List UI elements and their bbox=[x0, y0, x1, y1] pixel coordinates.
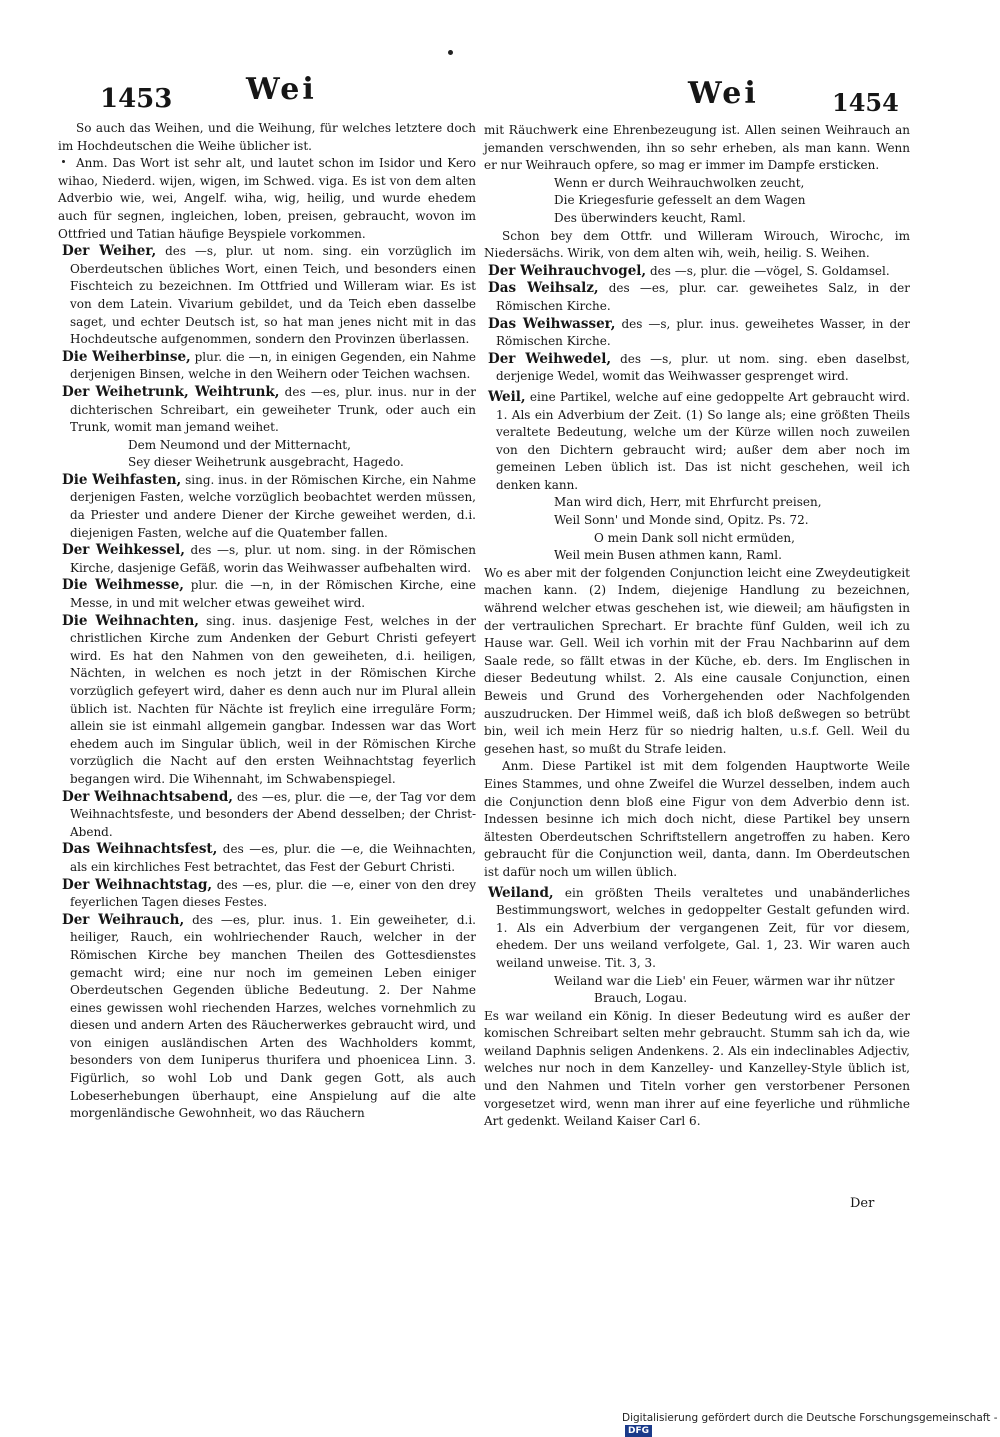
entry-headword: Der Weihnachtstag, bbox=[62, 876, 213, 893]
right_column-paragraph bbox=[484, 973, 910, 991]
right_column-paragraph bbox=[484, 530, 910, 548]
dfg-logo: DFG bbox=[625, 1425, 652, 1437]
right_column-paragraph bbox=[484, 758, 910, 881]
right-column bbox=[484, 122, 910, 1131]
right_column-paragraph bbox=[484, 494, 910, 512]
right_column-paragraph bbox=[484, 351, 910, 386]
entry-headword: Die Weihmesse, bbox=[62, 577, 184, 594]
entry-text: Des überwinders keucht, Raml. bbox=[554, 210, 746, 225]
left_column-paragraph bbox=[58, 349, 476, 384]
entry-text: Weil mein Busen athmen kann, Raml. bbox=[554, 548, 782, 563]
left_column-paragraph bbox=[58, 542, 476, 577]
entry-text: Die Kriegesfurie gefesselt an dem Wagen bbox=[554, 193, 806, 208]
right_column-paragraph bbox=[484, 122, 910, 175]
left-column bbox=[58, 120, 476, 1123]
ink-speck bbox=[448, 50, 453, 55]
right_column-paragraph bbox=[484, 885, 910, 973]
left_column-paragraph bbox=[58, 613, 476, 789]
page-number-right: 1454 bbox=[832, 88, 899, 117]
entry-text: des —s, plur. inus. geweihetes Wasser, in der Römischen Kirche. bbox=[496, 316, 911, 349]
left_column-paragraph bbox=[58, 841, 476, 876]
entry-text: des —es, plur. inus. 1. Ein geweiheter, d.i. heiliger, Rauch, ein wohlriechender Rauch, welcher in der Römischen Kirche bey manchen Theilen des Gottesdienstes gemacht wird; eine nur noch im gemeinen Leben einiger Oberdeutschen Gegenden übliche Bedeutung. 2. Der Nahme eines gewissen wohl riechenden Harzes, welches vornehmlich zu diesen und andern Arten des Räucherwerkes gebraucht wird, und von einigen ausländischen Arten des Wachholders kommt, besonders von dem Iuniperus thurifera und phoenicea Linn. 3. Figürlich, so wohl Lob und Dank gegen Gott, als auch Lobeserhebungen überhaupt, eine Anspielung auf die alte morgenländische Gewohnheit, wo das Räuchern bbox=[70, 912, 476, 1121]
right_column-paragraph bbox=[484, 316, 910, 351]
right_column-paragraph bbox=[484, 175, 910, 193]
entry-text: des —s, plur. ut nom. sing. in der Römischen Kirche, dasjenige Gefäß, worin das Weihwasser aufbehalten wird. bbox=[70, 543, 476, 575]
left_column-paragraph bbox=[58, 384, 476, 437]
left_column-paragraph bbox=[58, 577, 476, 612]
right_column-paragraph bbox=[484, 565, 910, 759]
left_column-paragraph bbox=[58, 155, 476, 243]
entry-headword: Der Weihrauch, bbox=[62, 911, 185, 928]
entry-text: sing. inus. dasjenige Fest, welches in der christlichen Kirche zum Andenken der Geburt Christi gefeyert wird. Es hat den Nahmen von den geweiheten, d.i. heiligen, Nächten, in welchen es noch jetzt in der Römischen Kirche vorzüglich gefeyert wird, daher es denn auch nur im Plural allein üblich ist. Nachten für Nächte ist freylich eine irreguläre Form; allein sie ist einmahl allgemein gangbar. Indessen war das Wort ehedem auch im Singular üblich, weil in der Römischen Kirche vorzüglich die Nacht auf den ersten Weihnachtstag feyerlich begangen wird. Die Wihennaht, im Schwabenspiegel. bbox=[70, 613, 477, 786]
entry-headword: Der Weihwedel, bbox=[488, 350, 612, 367]
entry-text: des —s, plur. ut nom. sing. ein vorzüglich im Oberdeutschen übliches Wort, einen Teich, und besonders einen Fischteich zu bezeichnen. Im Ottfried und Willeram wiar. Es ist von dem Latein. Vivarium gebildet, und da Teich eben dasselbe saget, und echter Deutsch ist, so hat man jenes nicht mit in das Hochdeutsche aufgenommen, sondern den Provinzen überlassen. bbox=[70, 244, 477, 347]
entry-headword: Der Weihnachtsabend, bbox=[62, 788, 234, 805]
right_column-paragraph bbox=[484, 263, 910, 281]
right_column-paragraph bbox=[484, 389, 910, 495]
entry-text: plur. die —n, in der Römischen Kirche, eine Messe, in und mit welcher etwas geweihet wird. bbox=[70, 578, 476, 611]
entry-text: des —es, plur. car. geweihetes Salz, in der Römischen Kirche. bbox=[496, 281, 910, 313]
entry-headword: Das Weihwasser, bbox=[488, 315, 616, 332]
left_column-paragraph bbox=[58, 912, 476, 1123]
entry-headword: Der Weihrauchvogel, bbox=[488, 262, 647, 279]
entry-headword: Weiland, bbox=[488, 884, 554, 901]
entry-text: sing. inus. in der Römischen Kirche, ein Nahme derjenigen Fasten, welche vorzüglich beobachtet werden müssen, da Priester und andere Diener der Kirche geweihet werden, d.i. diejenigen Fasten, welche auf die Quatember fallen. bbox=[70, 472, 476, 540]
entry-text: eine Partikel, welche auf eine gedoppelte Art gebraucht wird. 1. Als ein Adverbium der Zeit. (1) So lange als; eine größten Theils veraltete Bedeutung, welche um der Kürze willen noch zuweilen von den Dichtern gebraucht wird; außer dem aber noch im gemeinen Leben üblich ist. Das ist nicht geschehen, weil ich denken kann. bbox=[496, 389, 910, 492]
right_column-paragraph bbox=[484, 990, 910, 1008]
entry-text: O mein Dank soll nicht ermüden, bbox=[594, 530, 795, 545]
entry-text: Dem Neumond und der Mitternacht, bbox=[128, 437, 351, 452]
left_column-paragraph bbox=[58, 789, 476, 842]
entry-text: Schon bey dem Ottfr. und Willeram Wirouch, Wirochc, im Niedersächs. Wirik, von dem alten wih, weih, heilig. S. Weihen. bbox=[484, 228, 910, 261]
right_column-paragraph bbox=[484, 192, 910, 210]
entry-headword: Der Weihetrunk, Weihtrunk, bbox=[62, 383, 280, 400]
entry-text: des —s, plur. die —vögel, S. Goldamsel. bbox=[646, 263, 890, 278]
entry-text: Man wird dich, Herr, mit Ehrfurcht preisen, bbox=[554, 495, 822, 510]
right_column-paragraph bbox=[484, 512, 910, 530]
right_column-paragraph bbox=[484, 1008, 910, 1131]
entry-text: des —s, plur. ut nom. sing. eben daselbst, derjenige Wedel, womit das Weihwasser gesprenget wird. bbox=[496, 351, 910, 384]
right_column-paragraph bbox=[484, 280, 910, 315]
entry-text: ein größten Theils veraltetes und unabänderliches Bestimmungswort, welches in gedoppelter Gestalt gefunden wird. 1. Als ein Adverbium der vergangenen Zeit, für vor diesem, ehedem. Der uns weiland verfolgete, Gal. 1, 23. Wir waren auch weiland unweise. Tit. 3, 3. bbox=[496, 885, 910, 970]
entry-text: Weiland war die Lieb' ein Feuer, wärmen war ihr nützer bbox=[554, 973, 895, 988]
left_column-paragraph bbox=[58, 454, 476, 472]
entry-text: Es war weiland ein König. In dieser Bedeutung wird es außer der komischen Schreibart selten mehr gebraucht. Stumm sah ich da, wie weiland Daphnis seligen Andenkens. 2. Als ein indeclinables Adjectiv, welches nur noch in dem Kanzelley- und Kanzelley-Style üblich ist, und den Nahmen und Titeln vorher gen verstorbener Personen vorgesetzet wird, wenn man ihrer auf eine feyerliche und rühmliche Art gedenkt. Weiland Kaiser Carl 6. bbox=[484, 1008, 910, 1129]
entry-headword: Die Weihnachten, bbox=[62, 612, 199, 629]
left_column-paragraph bbox=[58, 877, 476, 912]
entry-text: des —es, plur. inus. nur in der dichterischen Schreibart, ein geweiheter Trunk, oder auch ein Trunk, womit man jemand weihet. bbox=[70, 384, 476, 435]
entry-headword: Das Weihsalz, bbox=[488, 280, 599, 297]
left_column-paragraph bbox=[58, 437, 476, 455]
right_column-paragraph bbox=[484, 228, 910, 263]
right_column-paragraph bbox=[484, 210, 910, 228]
running-headword-left: Wei bbox=[246, 72, 317, 107]
entry-headword: Die Weiherbinse, bbox=[62, 348, 191, 365]
catchword: Der bbox=[850, 1196, 875, 1211]
entry-text: Anm. Diese Partikel ist mit dem folgenden Hauptworte Weile Eines Stammes, und ohne Zweifel die Wurzel desselben, indem auch die Conjunction denn bloß eine Figur von dem Adverbio denn ist. Indessen besinne ich mich doch nicht, diese Partikel bey unsern ältesten Oberdeutschen Schriftstellern angetroffen zu haben. Kero gebraucht für die Conjunction weil, danta, dann. Im Oberdeutschen ist dafür noch um willen üblich. bbox=[484, 759, 910, 879]
entry-text: Sey dieser Weihetrunk ausgebracht, Hagedo. bbox=[128, 455, 404, 470]
entry-text: So auch das Weihen, und die Weihung, für welches letztere doch im Hochdeutschen die Weihe üblicher ist. bbox=[58, 121, 476, 153]
entry-headword: Die Weihfasten, bbox=[62, 471, 182, 488]
entry-text: mit Räuchwerk eine Ehrenbezeugung ist. Allen seinen Weihrauch an jemanden verschwenden, ihn so sehr erheben, als man kann. Wenn er nur Weihrauch opfere, so mag er immer im Dampfe ersticken. bbox=[484, 123, 910, 173]
entry-text: des —es, plur. die —e, die Weihnachten, als ein kirchliches Fest betrachtet, das Fest der Geburt Christi. bbox=[70, 842, 476, 874]
footer-text: Digitalisierung gefördert durch die Deutsche Forschungsgemeinschaft - bbox=[622, 1412, 998, 1424]
page-number-left: 1453 bbox=[100, 84, 173, 114]
entry-headword: Der Weihkessel, bbox=[62, 542, 185, 559]
ink-speck bbox=[62, 160, 65, 163]
entry-headword: Das Weihnachtsfest, bbox=[62, 841, 218, 858]
entry-text: des —es, plur. die —e, einer von den drey feyerlichen Tagen dieses Festes. bbox=[70, 877, 476, 910]
right_column-paragraph bbox=[484, 547, 910, 565]
digitization-footer bbox=[622, 1412, 1000, 1437]
entry-text: Brauch, Logau. bbox=[594, 991, 688, 1006]
left_column-paragraph bbox=[58, 243, 476, 349]
left_column-paragraph bbox=[58, 120, 476, 155]
entry-headword: Weil, bbox=[488, 388, 526, 405]
entry-text: plur. die —n, in einigen Gegenden, ein Nahme derjenigen Binsen, welche in den Weihern oder Teichen wachsen. bbox=[70, 349, 476, 382]
entry-text: des —es, plur. die —e, der Tag vor dem Weihnachtsfeste, und besonders der Abend desselben; der Christ-Abend. bbox=[70, 789, 476, 839]
entry-text: Weil Sonn' und Monde sind, Opitz. Ps. 72. bbox=[554, 513, 809, 528]
left_column-paragraph bbox=[58, 472, 476, 542]
running-headword-right: Wei bbox=[688, 76, 759, 111]
entry-text: Wenn er durch Weihrauchwolken zeucht, bbox=[554, 175, 805, 190]
entry-text: Anm. Das Wort ist sehr alt, und lautet schon im Isidor und Kero wihao, Niederd. wijen, wigen, im Schwed. viga. Es ist von dem alten Adverbio wie, wei, Angelf. wiha, wig, heilig, und wurde ehedem auch für segnen, ingleichen, loben, preisen, gebraucht, wovon im Ottfried und Tatian häufige Beyspiele vorkommen. bbox=[58, 156, 476, 241]
entry-headword: Der Weiher, bbox=[62, 243, 157, 260]
entry-text: Wo es aber mit der folgenden Conjunction leicht eine Zweydeutigkeit machen kann. (2) Indem, diejenige Handlung zu bezeichnen, während welcher etwas geschehen ist, wie dieweil; am häufigsten in der vertraulichen Sprechart. Er brachte fünf Gulden, weil ich zu Hause war. Gell. Weil ich vorhin mit der Frau Nachbarinn auf dem Saale rede, so fällt etwas in der Küche, eb. ders. Im Englischen in dieser Bedeutung whilst. 2. Als eine causale Conjunction, einen Beweis und Grund des Vorhergehenden oder Nachfolgenden auszudrucken. Der Himmel weiß, daß ich bloß deßwegen so betrübt bin, weil ich mein Herz für so niedrig halten, u.s.f. Gell. Weil du gesehen hast, so mußt du Strafe leiden. bbox=[484, 565, 910, 756]
